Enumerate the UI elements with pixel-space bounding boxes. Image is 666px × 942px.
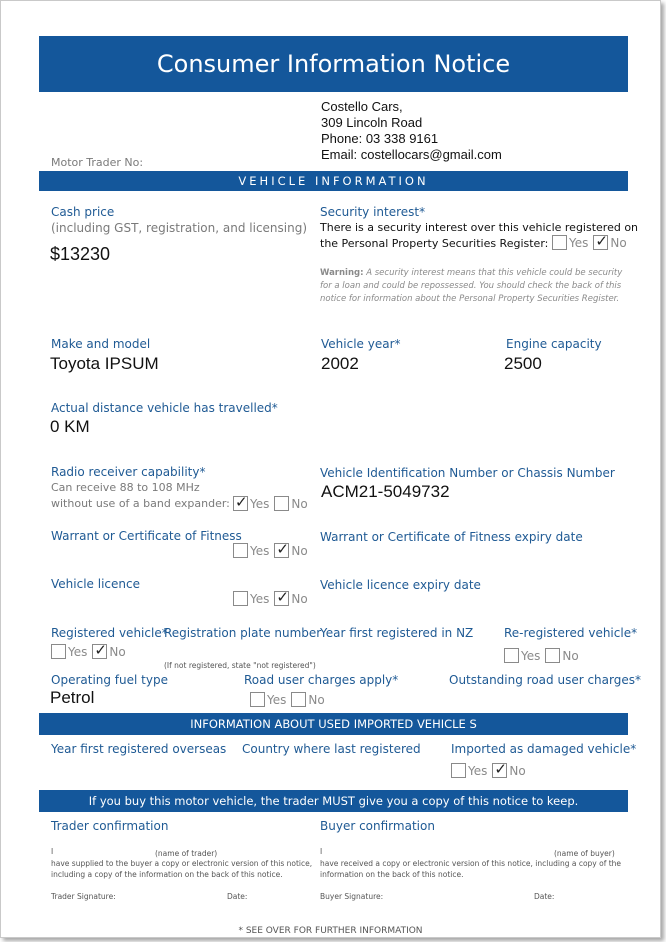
title-banner <box>39 36 628 92</box>
damaged-label: Imported as damaged vehicle* <box>451 742 637 756</box>
wof-yes-checkbox[interactable] <box>233 543 248 558</box>
wof-yes-label: Yes <box>250 543 270 558</box>
security-yes-label: Yes <box>569 235 589 250</box>
warning-bold: Warning: <box>320 268 364 278</box>
reregistered-no-label: No <box>562 648 579 663</box>
licence-expiry-label: Vehicle licence expiry date <box>320 578 481 592</box>
distance-value: 0 KM <box>50 417 90 436</box>
security-interest-line2: the Personal Property Securities Register: <box>320 237 549 250</box>
distance-label: Actual distance vehicle has travelled* <box>51 401 278 415</box>
ruc-no-label: No <box>308 692 325 707</box>
vehicle-year-label: Vehicle year* <box>321 337 401 351</box>
reregistered-options <box>504 648 584 663</box>
trader-name-note: (name of trader) <box>155 849 218 858</box>
radio-sub2: without use of a band expander: <box>51 497 230 510</box>
registered-label: Registered vehicle* <box>51 626 168 640</box>
radio-options <box>233 496 313 511</box>
security-interest-line1: There is a security interest over this vehicle registered on <box>320 221 639 234</box>
warning-line2: for a loan and could be repossessed. You should check the back of this <box>320 281 622 291</box>
security-warning <box>320 267 630 306</box>
fuel-value: Petrol <box>50 688 95 707</box>
footer-note: * SEE OVER FOR FURTHER INFORMATION <box>238 926 423 936</box>
buyer-confirm-line2: information on the back of this notice. <box>320 870 464 879</box>
buyer-signature-label: Buyer Signature: <box>320 892 384 901</box>
imported-header: INFORMATION ABOUT USED IMPORTED VEHICLE S <box>39 713 628 735</box>
radio-sub1: Can receive 88 to 108 MHz <box>51 481 200 494</box>
buyer-date-label: Date: <box>534 892 555 901</box>
buyer-confirm-line1: have received a copy or electronic version of this notice, including a copy of the <box>320 859 622 868</box>
damaged-no-checkbox[interactable] <box>492 763 507 778</box>
wof-label: Warrant or Certificate of Fitness <box>51 529 242 543</box>
warning-line1: A security interest means that this vehicle could be security <box>366 268 623 278</box>
reregistered-no-checkbox[interactable] <box>545 648 560 663</box>
ruc-no-checkbox[interactable] <box>291 692 306 707</box>
vin-value: ACM21-5049732 <box>321 482 450 501</box>
registered-no-label: No <box>109 644 126 659</box>
trader-name: Costello Cars, <box>321 99 403 114</box>
make-model-label: Make and model <box>51 337 151 351</box>
radio-yes-label: Yes <box>250 496 270 511</box>
registered-options <box>51 644 131 659</box>
wof-no-checkbox[interactable] <box>274 543 289 558</box>
radio-no-checkbox[interactable] <box>274 496 289 511</box>
trader-phone: Phone: 03 338 9161 <box>321 131 439 146</box>
radio-no-label: No <box>291 496 308 511</box>
ruc-yes-label: Yes <box>267 692 287 707</box>
year-overseas-label: Year first registered overseas <box>51 742 227 756</box>
licence-label: Vehicle licence <box>51 577 140 591</box>
trader-confirm-label: Trader confirmation <box>51 819 169 833</box>
security-no-label: No <box>610 235 627 250</box>
fuel-label: Operating fuel type <box>51 673 168 687</box>
notice-bar: If you buy this motor vehicle, the trader MUST give you a copy of this notice to keep. <box>39 790 628 812</box>
country-label: Country where last registered <box>242 742 421 756</box>
wof-no-label: No <box>291 543 308 558</box>
licence-yes-label: Yes <box>250 591 270 606</box>
ruc-label: Road user charges apply* <box>244 673 399 687</box>
security-interest-label: Security interest* <box>320 205 426 219</box>
vehicle-year-value: 2002 <box>321 354 359 373</box>
licence-yes-checkbox[interactable] <box>233 591 248 606</box>
registered-yes-label: Yes <box>68 644 88 659</box>
plate-note: (If not registered, state "not registered") <box>164 661 316 670</box>
ruc-options <box>250 692 330 707</box>
licence-no-label: No <box>291 591 308 606</box>
wof-options <box>233 543 313 558</box>
licence-no-checkbox[interactable] <box>274 591 289 606</box>
motor-trader-label: Motor Trader No: <box>51 156 144 169</box>
security-yes-checkbox[interactable] <box>552 235 567 250</box>
trader-confirm-line1: have supplied to the buyer a copy or electronic version of this notice, <box>51 859 313 868</box>
trader-confirm-line2: including a copy of the information on the back of this notice. <box>51 870 283 879</box>
year-first-nz-label: Year first registered in NZ <box>320 626 474 640</box>
buyer-name-note: (name of buyer) <box>554 849 615 858</box>
registered-no-checkbox[interactable] <box>92 644 107 659</box>
ruc-yes-checkbox[interactable] <box>250 692 265 707</box>
outstanding-ruc-label: Outstanding road user charges* <box>449 673 641 687</box>
buyer-confirm-label: Buyer confirmation <box>320 819 435 833</box>
reregistered-yes-label: Yes <box>521 648 541 663</box>
trader-email: Email: costellocars@gmail.com <box>321 147 502 162</box>
trader-name-line: I <box>51 847 54 856</box>
radio-yes-checkbox[interactable] <box>233 496 248 511</box>
vin-label: Vehicle Identification Number or Chassis Number <box>320 466 615 480</box>
trader-address: 309 Lincoln Road <box>321 115 423 130</box>
registered-yes-checkbox[interactable] <box>51 644 66 659</box>
wof-expiry-label: Warrant or Certificate of Fitness expiry date <box>320 530 583 544</box>
plate-label: Registration plate number <box>164 626 322 640</box>
damaged-options <box>451 763 531 778</box>
damaged-yes-checkbox[interactable] <box>451 763 466 778</box>
security-interest-options <box>552 235 632 250</box>
damaged-yes-label: Yes <box>468 763 488 778</box>
trader-signature-label: Trader Signature: <box>51 892 116 901</box>
security-no-checkbox[interactable] <box>593 235 608 250</box>
engine-capacity-value: 2500 <box>504 354 542 373</box>
reregistered-label: Re-registered vehicle* <box>504 626 638 640</box>
page-title: Consumer Information Notice <box>156 50 511 78</box>
engine-capacity-label: Engine capacity <box>506 337 602 351</box>
warning-line3: notice for information about the Personal Property Securities Register. <box>320 294 620 304</box>
radio-label: Radio receiver capability* <box>51 465 206 479</box>
make-model-value: Toyota IPSUM <box>50 354 159 373</box>
vehicle-info-header: VEHICLE INFORMATION <box>39 171 628 191</box>
damaged-no-label: No <box>509 763 526 778</box>
trader-details <box>321 99 502 163</box>
buyer-name-line: I <box>320 847 323 856</box>
licence-options <box>233 591 313 606</box>
cash-price-label: Cash price <box>51 205 115 219</box>
cash-price-value: $13230 <box>50 244 111 264</box>
trader-date-label: Date: <box>227 892 248 901</box>
reregistered-yes-checkbox[interactable] <box>504 648 519 663</box>
cash-price-sub: (including GST, registration, and licensing) <box>51 221 308 235</box>
